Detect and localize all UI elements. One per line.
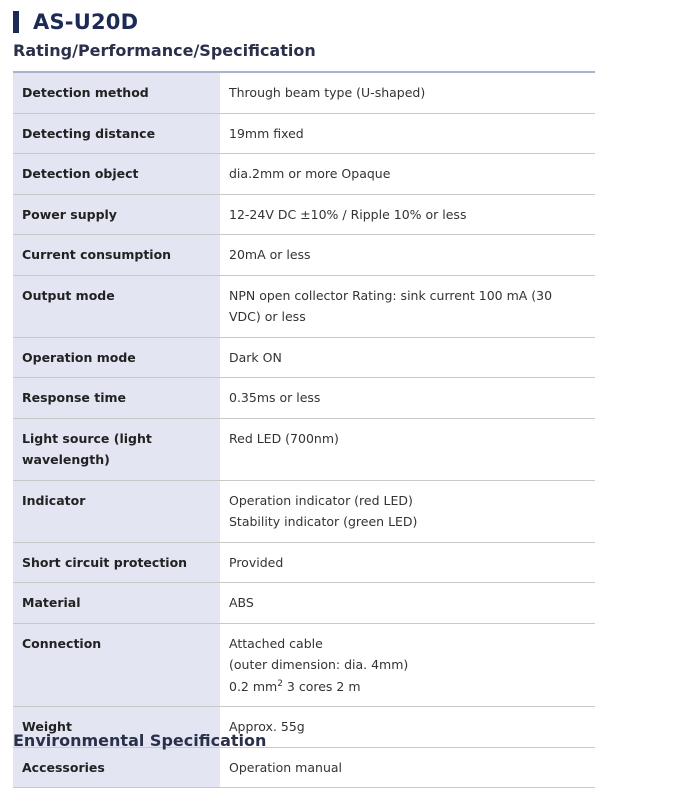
spec-value: 12-24V DC ±10% / Ripple 10% or less bbox=[220, 194, 595, 235]
spec-row-accessories bbox=[13, 747, 595, 788]
spec-value-line: Stability indicator (green LED) bbox=[229, 514, 418, 529]
spec-row-light-source bbox=[13, 418, 595, 480]
spec-value-line: Attached cable bbox=[229, 635, 323, 651]
spec-row-operation-mode bbox=[13, 337, 595, 378]
spec-value-line bbox=[229, 676, 586, 698]
spec-label: Detecting distance bbox=[13, 113, 220, 154]
spec-label: Material bbox=[13, 583, 220, 624]
spec-value: 19mm fixed bbox=[220, 113, 595, 154]
spec-value: Through beam type (U-shaped) bbox=[220, 72, 595, 113]
product-title: AS-U20D bbox=[33, 10, 139, 34]
spec-label: Detection object bbox=[13, 154, 220, 195]
spec-label: Light source (light wavelength) bbox=[13, 418, 220, 480]
spec-label: Accessories bbox=[13, 747, 220, 788]
spec-row-power-supply bbox=[13, 194, 595, 235]
spec-label: Connection bbox=[13, 623, 220, 707]
spec-label: Current consumption bbox=[13, 235, 220, 276]
spec-row-detection-method bbox=[13, 72, 595, 113]
spec-value bbox=[220, 623, 595, 707]
spec-value bbox=[220, 480, 595, 542]
spec-value: Dark ON bbox=[220, 337, 595, 378]
squared-superscript: 2 bbox=[277, 678, 283, 689]
spec-row-short-circuit-protection bbox=[13, 542, 595, 583]
spec-row-detection-object bbox=[13, 154, 595, 195]
spec-row-response-time bbox=[13, 378, 595, 419]
spec-value-line: Operation indicator (red LED) bbox=[229, 492, 413, 508]
spec-value-line: (outer dimension: dia. 4mm) bbox=[229, 657, 409, 672]
spec-label: Detection method bbox=[13, 72, 220, 113]
spec-value: 0.35ms or less bbox=[220, 378, 595, 419]
spec-table bbox=[13, 71, 595, 788]
spec-row-indicator bbox=[13, 480, 595, 542]
spec-value: Operation manual bbox=[220, 747, 595, 788]
spec-value: Red LED (700nm) bbox=[220, 418, 595, 480]
spec-label: Indicator bbox=[13, 480, 220, 542]
spec-value: Approx. 55g bbox=[220, 707, 595, 748]
spec-label: Short circuit protection bbox=[13, 542, 220, 583]
spec-value: Provided bbox=[220, 542, 595, 583]
spec-row-material bbox=[13, 583, 595, 624]
cable-cores: 3 cores 2 m bbox=[282, 678, 361, 694]
spec-value: dia.2mm or more Opaque bbox=[220, 154, 595, 195]
spec-row-detecting-distance bbox=[13, 113, 595, 154]
spec-label: Output mode bbox=[13, 275, 220, 337]
spec-value: ABS bbox=[220, 583, 595, 624]
spec-row-output-mode bbox=[13, 275, 595, 337]
cable-size: 0.2 mm bbox=[229, 678, 278, 694]
spec-label: Operation mode bbox=[13, 337, 220, 378]
title-accent-bar bbox=[13, 11, 19, 33]
spec-value: 20mA or less bbox=[220, 235, 595, 276]
next-section-title: Environmental Specification bbox=[13, 731, 267, 750]
spec-value: NPN open collector Rating: sink current 100 mA (30 VDC) or less bbox=[220, 275, 595, 337]
spec-label: Weight bbox=[13, 707, 220, 748]
spec-label: Response time bbox=[13, 378, 220, 419]
product-header bbox=[13, 8, 138, 36]
section-title: Rating/Performance/Specification bbox=[13, 41, 316, 60]
spec-label: Power supply bbox=[13, 194, 220, 235]
spec-row-current-consumption bbox=[13, 235, 595, 276]
spec-row-connection bbox=[13, 623, 595, 707]
